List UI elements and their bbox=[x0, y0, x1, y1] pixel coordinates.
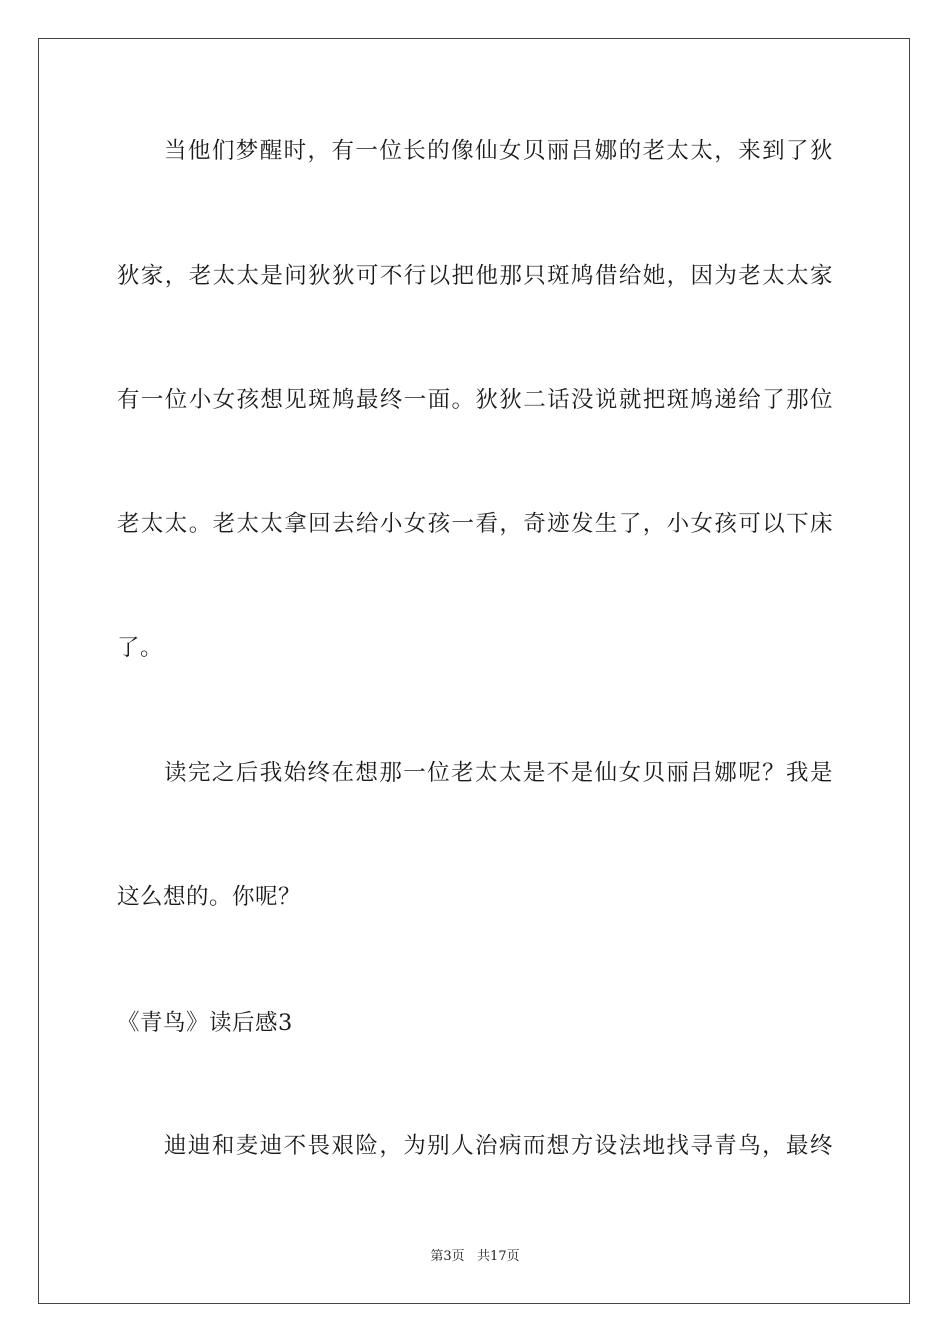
paragraph-1-line-5: 了。 bbox=[117, 635, 164, 661]
paragraph-1-line-3: 有一位小女孩想见斑鸠最终一面。狄狄二话没说就把斑鸠递给了那位 bbox=[117, 387, 833, 413]
paragraph-1-line-2: 狄家，老太太是问狄狄可不行以把他那只斑鸠借给她，因为老太太家 bbox=[117, 263, 833, 289]
paragraph-2-line-1: 读完之后我始终在想那一位老太太是不是仙女贝丽吕娜呢？我是 bbox=[164, 760, 833, 786]
page-border bbox=[38, 38, 910, 1304]
paragraph-2-line-2: 这么想的。你呢？ bbox=[117, 884, 302, 910]
paragraph-1-line-4: 老太太。老太太拿回去给小女孩一看，奇迹发生了，小女孩可以下床 bbox=[117, 511, 833, 537]
paragraph-1-line-1: 当他们梦醒时，有一位长的像仙女贝丽吕娜的老太太，来到了狄 bbox=[164, 138, 833, 164]
section-heading: 《青鸟》读后感3 bbox=[117, 1010, 293, 1036]
paragraph-3-line-1: 迪迪和麦迪不畏艰险，为别人治病而想方设法地找寻青鸟，最终 bbox=[164, 1133, 833, 1159]
page-number-footer: 第3页 共17页 bbox=[430, 1249, 520, 1264]
